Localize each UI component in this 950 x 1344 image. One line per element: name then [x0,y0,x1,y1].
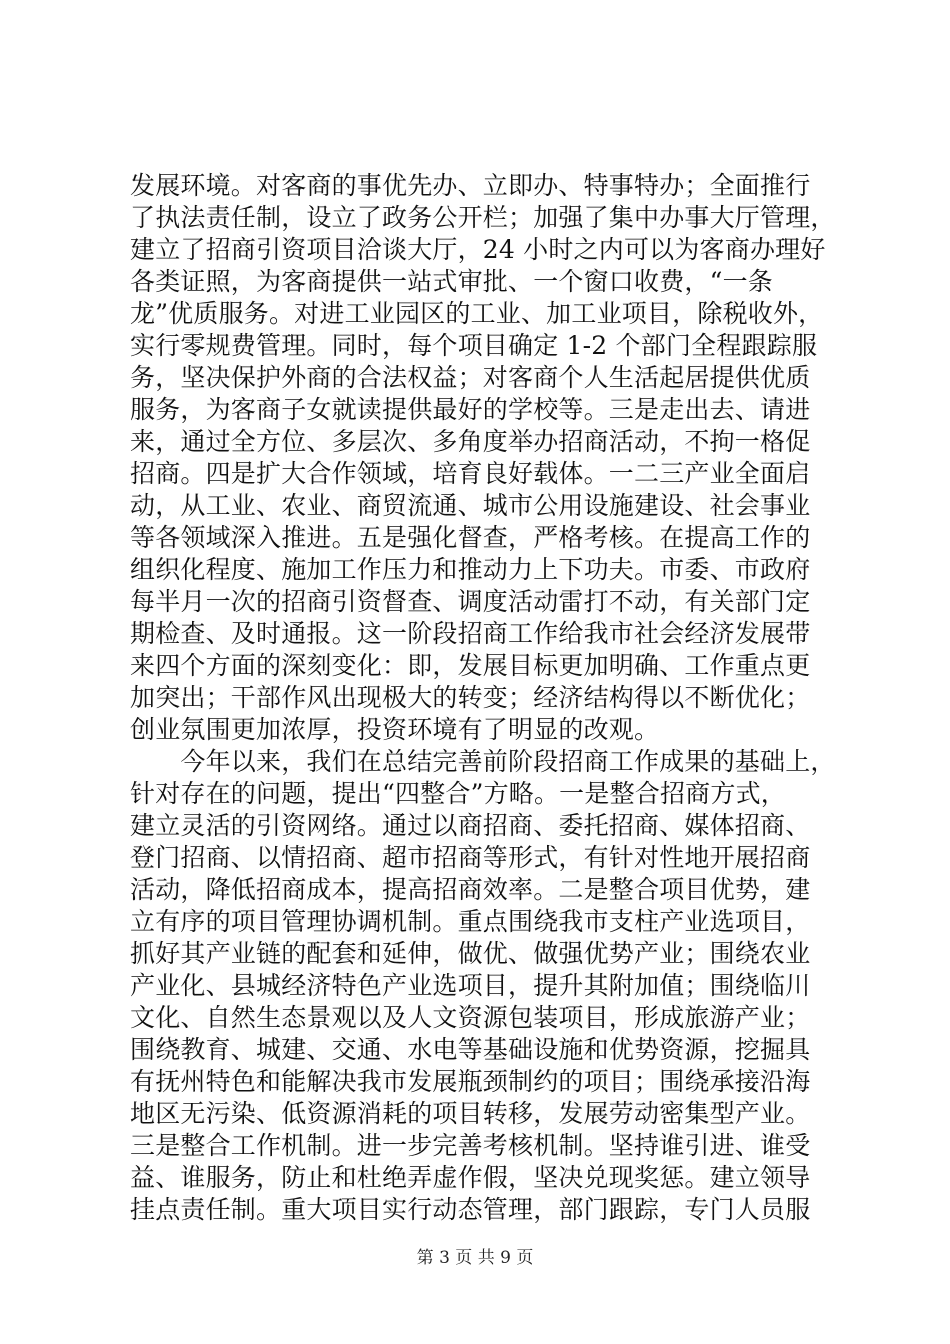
text-line: 实行零规费管理。同时，每个项目确定 1-2 个部门全程跟踪服 [130,331,818,360]
text-line: 招商。四是扩大合作领域，培育良好载体。一二三产业全面启 [130,459,811,488]
text-line: 建立灵活的引资网络。通过以商招商、委托招商、媒体招商、 [130,811,811,840]
text-line: 活动，降低招商成本，提高招商效率。二是整合项目优势，建 [130,875,811,904]
text-line: 有抚州特色和能解决我市发展瓶颈制约的项目；围绕承接沿海 [130,1067,811,1096]
body-text [130,170,836,1226]
page-number-footer: 第 3 页 共 9 页 [416,1248,534,1268]
text-line: 务，坚决保护外商的合法权益；对客商个人生活起居提供优质 [130,363,811,392]
text-line: 益、谁服务，防止和杜绝弄虚作假，坚决兑现奖惩。建立领导 [130,1163,811,1192]
text-line: 地区无污染、低资源消耗的项目转移，发展劳动密集型产业。 [130,1099,811,1128]
text-line: 组织化程度、施加工作压力和推动力上下功夫。市委、市政府 [130,555,811,584]
text-line: 建立了招商引资项目洽谈大厅，24 小时之内可以为客商办理好 [130,235,826,264]
text-line: 加突出；干部作风出现极大的转变；经济结构得以不断优化； [130,683,811,712]
text-line: 产业化、县城经济特色产业选项目，提升其附加值；围绕临川 [130,971,811,1000]
text-line: 登门招商、以情招商、超市招商等形式，有针对性地开展招商 [130,843,811,872]
text-line: 服务，为客商子女就读提供最好的学校等。三是走出去、请进 [130,395,811,424]
text-line: 每半月一次的招商引资督查、调度活动雷打不动，有关部门定 [130,587,811,616]
text-line: 围绕教育、城建、交通、水电等基础设施和优势资源，挖掘具 [130,1035,811,1064]
text-line: 等各领域深入推进。五是强化督查，严格考核。在提高工作的 [130,523,811,552]
text-line: 针对存在的问题，提出“四整合”方略。一是整合招商方式， [130,779,786,808]
text-line: 发展环境。对客商的事优先办、立即办、特事特办；全面推行 [130,171,811,200]
text-line: 文化、自然生态景观以及人文资源包装项目，形成旅游产业； [130,1003,811,1032]
text-line: 立有序的项目管理协调机制。重点围绕我市支柱产业选项目， [130,907,811,936]
text-line: 来，通过全方位、多层次、多角度举办招商活动，不拘一格促 [130,427,811,456]
text-line: 来四个方面的深刻变化：即，发展目标更加明确、工作重点更 [130,651,811,680]
text-line: 今年以来，我们在总结完善前阶段招商工作成果的基础上， [130,747,836,776]
text-line: 各类证照，为客商提供一站式审批、一个窗口收费，“一条 [130,267,773,296]
text-line: 龙”优质服务。对进工业园区的工业、加工业项目，除税收外， [130,299,824,328]
text-line: 抓好其产业链的配套和延伸，做优、做强优势产业；围绕农业 [130,939,811,968]
text-line: 三是整合工作机制。进一步完善考核机制。坚持谁引进、谁受 [130,1131,811,1160]
text-line: 挂点责任制。重大项目实行动态管理，部门跟踪，专门人员服 [130,1195,811,1224]
text-line: 期检查、及时通报。这一阶段招商工作给我市社会经济发展带 [130,619,811,648]
text-line: 创业氛围更加浓厚，投资环境有了明显的改观。 [130,715,660,744]
text-line: 了执法责任制，设立了政务公开栏；加强了集中办事大厅管理， [130,203,836,232]
text-line: 动，从工业、农业、商贸流通、城市公用设施建设、社会事业 [130,491,811,520]
